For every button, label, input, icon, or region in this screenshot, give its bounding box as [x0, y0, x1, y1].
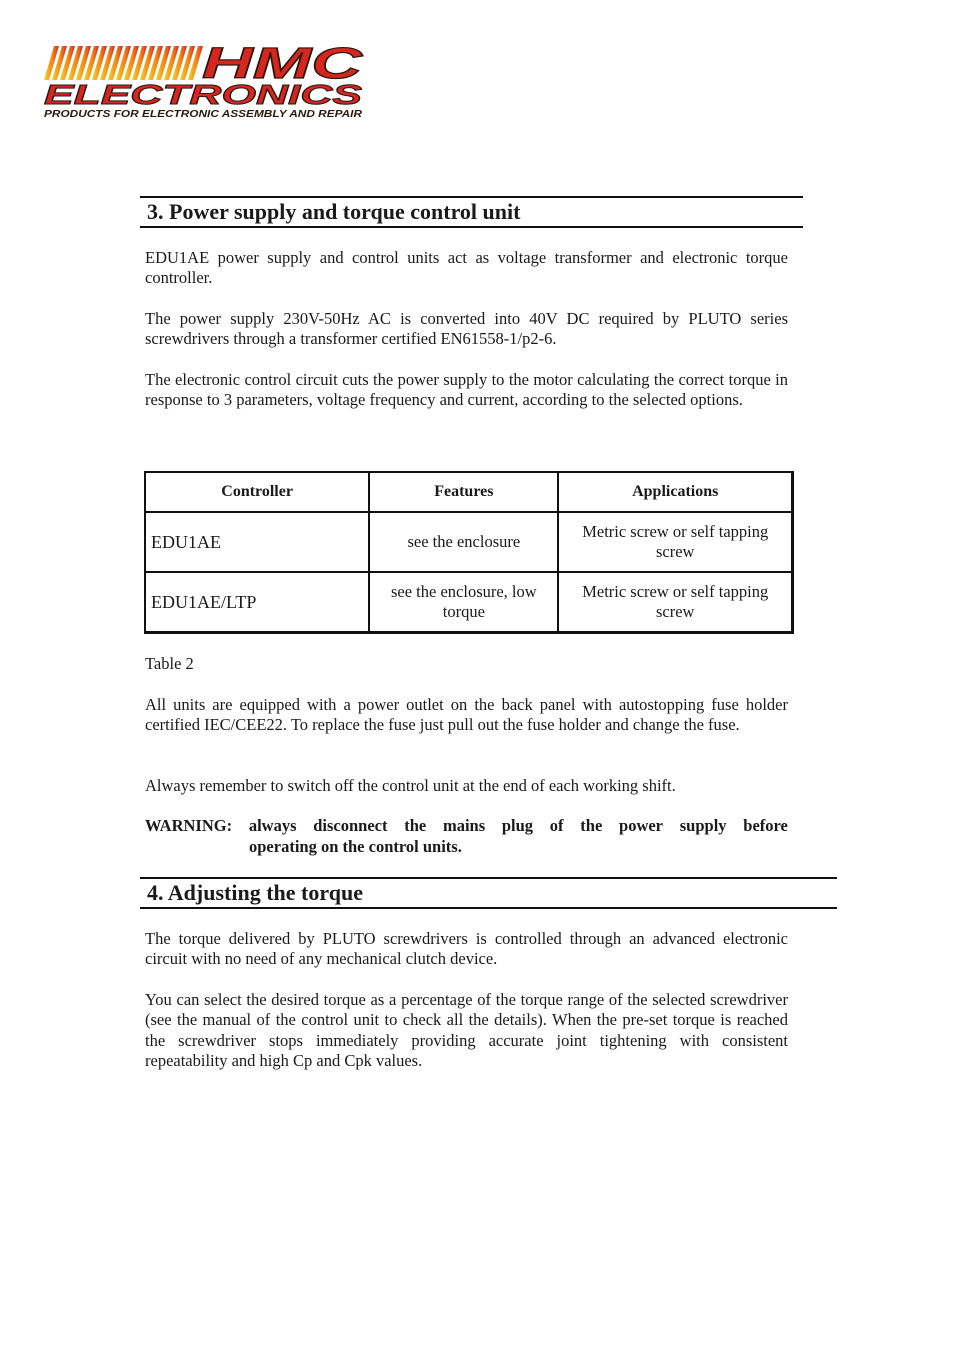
table-cell-features: see the enclosure — [369, 512, 558, 572]
logo-tagline: PRODUCTS FOR ELECTRONIC ASSEMBLY AND REPAIR — [44, 109, 363, 120]
warning-word: the — [580, 816, 603, 835]
table-header-features: Features — [369, 472, 558, 512]
table-row — [145, 512, 793, 572]
section-3-heading: 3. Power supply and torque control unit — [140, 196, 803, 228]
table-header-controller: Controller — [145, 472, 369, 512]
paragraph: The torque delivered by PLUTO screwdrivers is controlled through an advanced electronic circuit with no need of any mechanical clutch device. — [145, 929, 788, 969]
table-cell-controller: EDU1AE — [145, 512, 369, 572]
table-row — [145, 572, 793, 633]
warning-word: of — [549, 816, 564, 835]
logo-stripes — [44, 46, 203, 80]
paragraph: The electronic control circuit cuts the power supply to the motor calculating the correct torque in response to 3 parameters, voltage frequency and current, according to the selected options. — [145, 370, 788, 410]
warning-word: disconnect — [313, 816, 388, 835]
warning-word: the — [404, 816, 427, 835]
warning-word: power — [619, 816, 664, 835]
table-caption: Table 2 — [145, 654, 194, 673]
table-header-row — [145, 472, 793, 512]
warning-word: supply — [679, 816, 727, 835]
warning-note — [145, 816, 788, 857]
paragraph: All units are equipped with a power outlet on the back panel with autostopping fuse holder certified IEC/CEE22. To replace the fuse just pull out the fuse holder and change the fuse. — [145, 695, 788, 735]
company-logo — [40, 40, 370, 120]
warning-word: mains — [442, 816, 486, 835]
warning-word: before — [743, 816, 788, 835]
table-cell-controller: EDU1AE/LTP — [145, 572, 369, 633]
warning-line-2: operating on the control units. — [249, 836, 462, 856]
warning-word: always — [248, 816, 297, 835]
table-cell-features: see the enclosure, low torque — [369, 572, 558, 633]
logo-subname: ELECTRONICS — [44, 79, 363, 110]
logo-name: HMC — [202, 40, 364, 88]
paragraph: You can select the desired torque as a percentage of the torque range of the selected screwdriver (see the manual of the control unit to check all the details). When the pre-set torque is reached the screwdriver stops immediately providing accurate joint tightening with consistent repeatability and high Cp and Cpk values. — [145, 990, 788, 1070]
table-cell-applications: Metric screw or self tapping screw — [558, 512, 792, 572]
paragraph: Always remember to switch off the control unit at the end of each working shift. — [145, 776, 676, 795]
table-header-applications: Applications — [558, 472, 792, 512]
section-4-heading: 4. Adjusting the torque — [140, 877, 837, 909]
paragraph: The power supply 230V-50Hz AC is converted into 40V DC required by PLUTO series screwdrivers through a transformer certified EN61558-1/p2-6. — [145, 309, 788, 349]
table-cell-applications: Metric screw or self tapping screw — [558, 572, 792, 633]
warning-line-1 — [145, 816, 788, 837]
warning-word: plug — [501, 816, 534, 835]
paragraph: EDU1AE power supply and control units act as voltage transformer and electronic torque controller. — [145, 248, 788, 288]
warning-label: WARNING: — [145, 816, 233, 835]
controller-table — [144, 471, 794, 634]
